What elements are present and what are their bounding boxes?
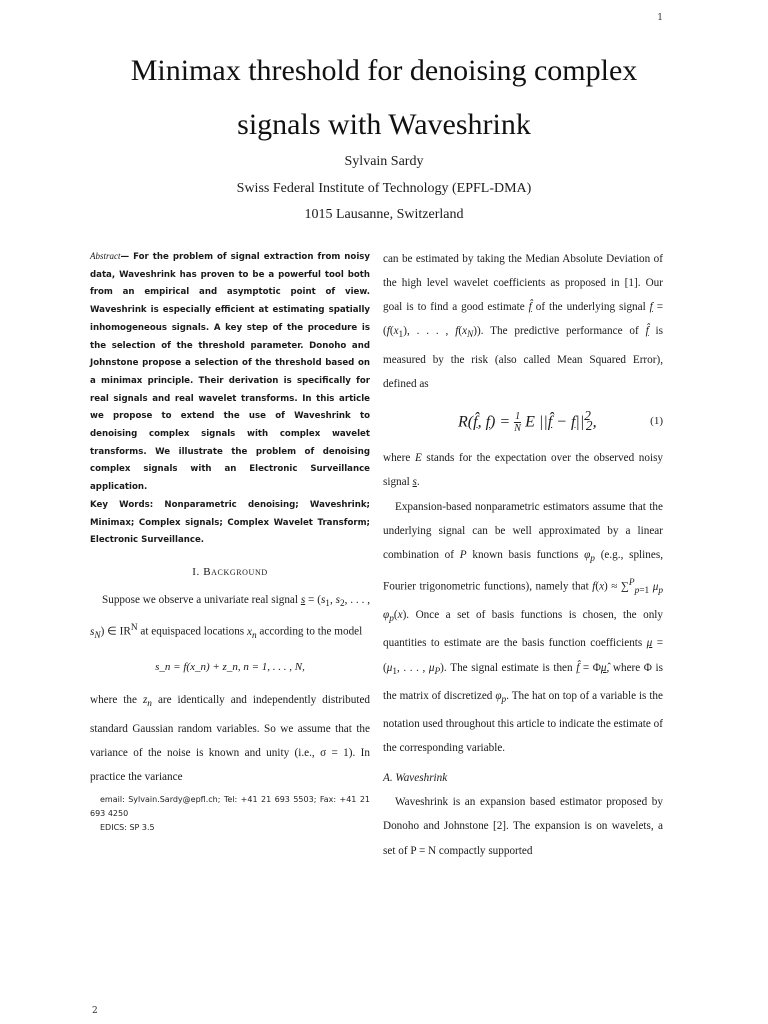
- model-equation: s_n = f(x_n) + z_n, n = 1, . . . , N,: [155, 661, 305, 674]
- author-block: [0, 149, 768, 229]
- title-line-2: signals with Waveshrink: [237, 108, 531, 141]
- keywords: Key Words: Nonparametric denoising; Waveshrink; Minimax; Complex signals; Complex Wavelet Transform; Electronic Surveillance.: [90, 499, 370, 546]
- footnote-contact: email: Sylvain.Sardy@epfl.ch; Tel: +41 21 693 5503; Fax: +41 21 693 4250: [90, 794, 370, 818]
- abstract: Abstract— For the problem of signal extraction from noisy data, Waveshrink has proven to be a powerful tool both from an empirical and asymptotic point of view. Waveshrink is especially efficient at estimating spatially inhomogeneous signals. A key step of the procedure is the selection of the threshold parameter. Donoho and Johnstone propose a selection of the threshold based on a minimax principle. Their derivation is specifically for real signals and real wavelet transforms. In this article we propose to extend the use of Waveshrink to denoising complex signals with complex wavelet transforms. We illustrate the problem of denoising complex signals with an Electronic Surveillance application.: [90, 251, 370, 493]
- author-affiliation: Swiss Federal Institute of Technology (EPFL-DMA): [236, 180, 532, 196]
- equation-number: (1): [650, 415, 663, 428]
- page-number-top: 1: [657, 13, 663, 23]
- background-paragraph-2: where the $z_n$ are identically and independently distributed standard Gaussian random variables. So we assume that the variance of the noise is known and unity (i.e., σ = 1). In practice the variance: [90, 694, 371, 783]
- section-heading-background: I. Background: [192, 565, 268, 578]
- risk-equation: [383, 396, 663, 447]
- right-column: [383, 247, 663, 863]
- right-paragraph-1: can be estimated by taking the Median Absolute Deviation of the high level wavelet coefficients as proposed in [1]. Our goal is to find a good estimate f̂ of the underlying signal $f = (f(x_1)$, . . . , $f(x_N)$). The predictive performance of f̂ is measured by the risk (also called Mean Squared Error), defined as: [383, 253, 664, 390]
- right-paragraph-4: Waveshrink is an expansion based estimator proposed by Donoho and Johnstone [2]. The expansion is on wavelets, a set of P = N compactly supported: [383, 796, 663, 857]
- subsection-heading-waveshrink: A. Waveshrink: [383, 772, 448, 785]
- author-address: 1015 Lausanne, Switzerland: [304, 207, 464, 222]
- abstract-label: Abstract: [90, 251, 121, 261]
- background-paragraph-1: Suppose we observe a univariate real signal $s = (s_1$, $s_2$, . . . , $s_N$) ∈ $IR^N$ at equispaced locations $x_n$ according to the model: [90, 593, 370, 642]
- title-line-1: Minimax threshold for denoising complex: [130, 54, 638, 87]
- abstract-text: For the problem of signal extraction from noisy data, Waveshrink has proven to be a powerful tool both from an empirical and asymptotic point of view. Waveshrink is especially efficient at estimating spatially inhomogeneous signals. A key step of the procedure is the selection of the threshold parameter. Donoho and Johnstone propose a selection of the threshold based on a minimax principle. Their derivation is specifically for real signals and real wavelet transforms. In this article we propose to extend the use of Waveshrink to denoising complex signals with complex wavelet transforms. We illustrate the problem of denoising complex signals with an Electronic Surveillance application.: [90, 252, 370, 493]
- left-column: [90, 248, 370, 835]
- risk-formula: R(f̂, f) = $\frac{1}{N}$ E ||f̂ − $f||^2_2$,: [458, 407, 597, 434]
- author-name: Sylvain Sardy: [344, 154, 424, 169]
- footnote: [90, 793, 370, 835]
- footnote-edics: EDICS: SP 3.5: [100, 822, 155, 832]
- right-paragraph-3: Expansion-based nonparametric estimators assume that the underlying signal can be well approximated by a linear combination of P known basis functions $\varphi_p$ (e.g., splines, Fourier trigonometric functions), namely that f(x) ≈ ∑$^P_{p=1}$ $\mu_p$ $\varphi_p(x)$. Once a set of basis functions is chosen, the only quantities to estimate are the basis function coefficients $\mu = (\mu_1$, . . . , $\mu_P$). The signal estimate is then f̂ = Φμ̂, where Φ is the matrix of discretized $\varphi_p$. The hat on top of a variable is the notation used throughout this article to indicate the estimate of the corresponding variable.: [383, 500, 664, 755]
- page-number-bottom: 2: [92, 1006, 98, 1016]
- paper-title: [0, 44, 768, 152]
- right-paragraph-2: where E stands for the expectation over the observed noisy signal s.: [383, 452, 664, 489]
